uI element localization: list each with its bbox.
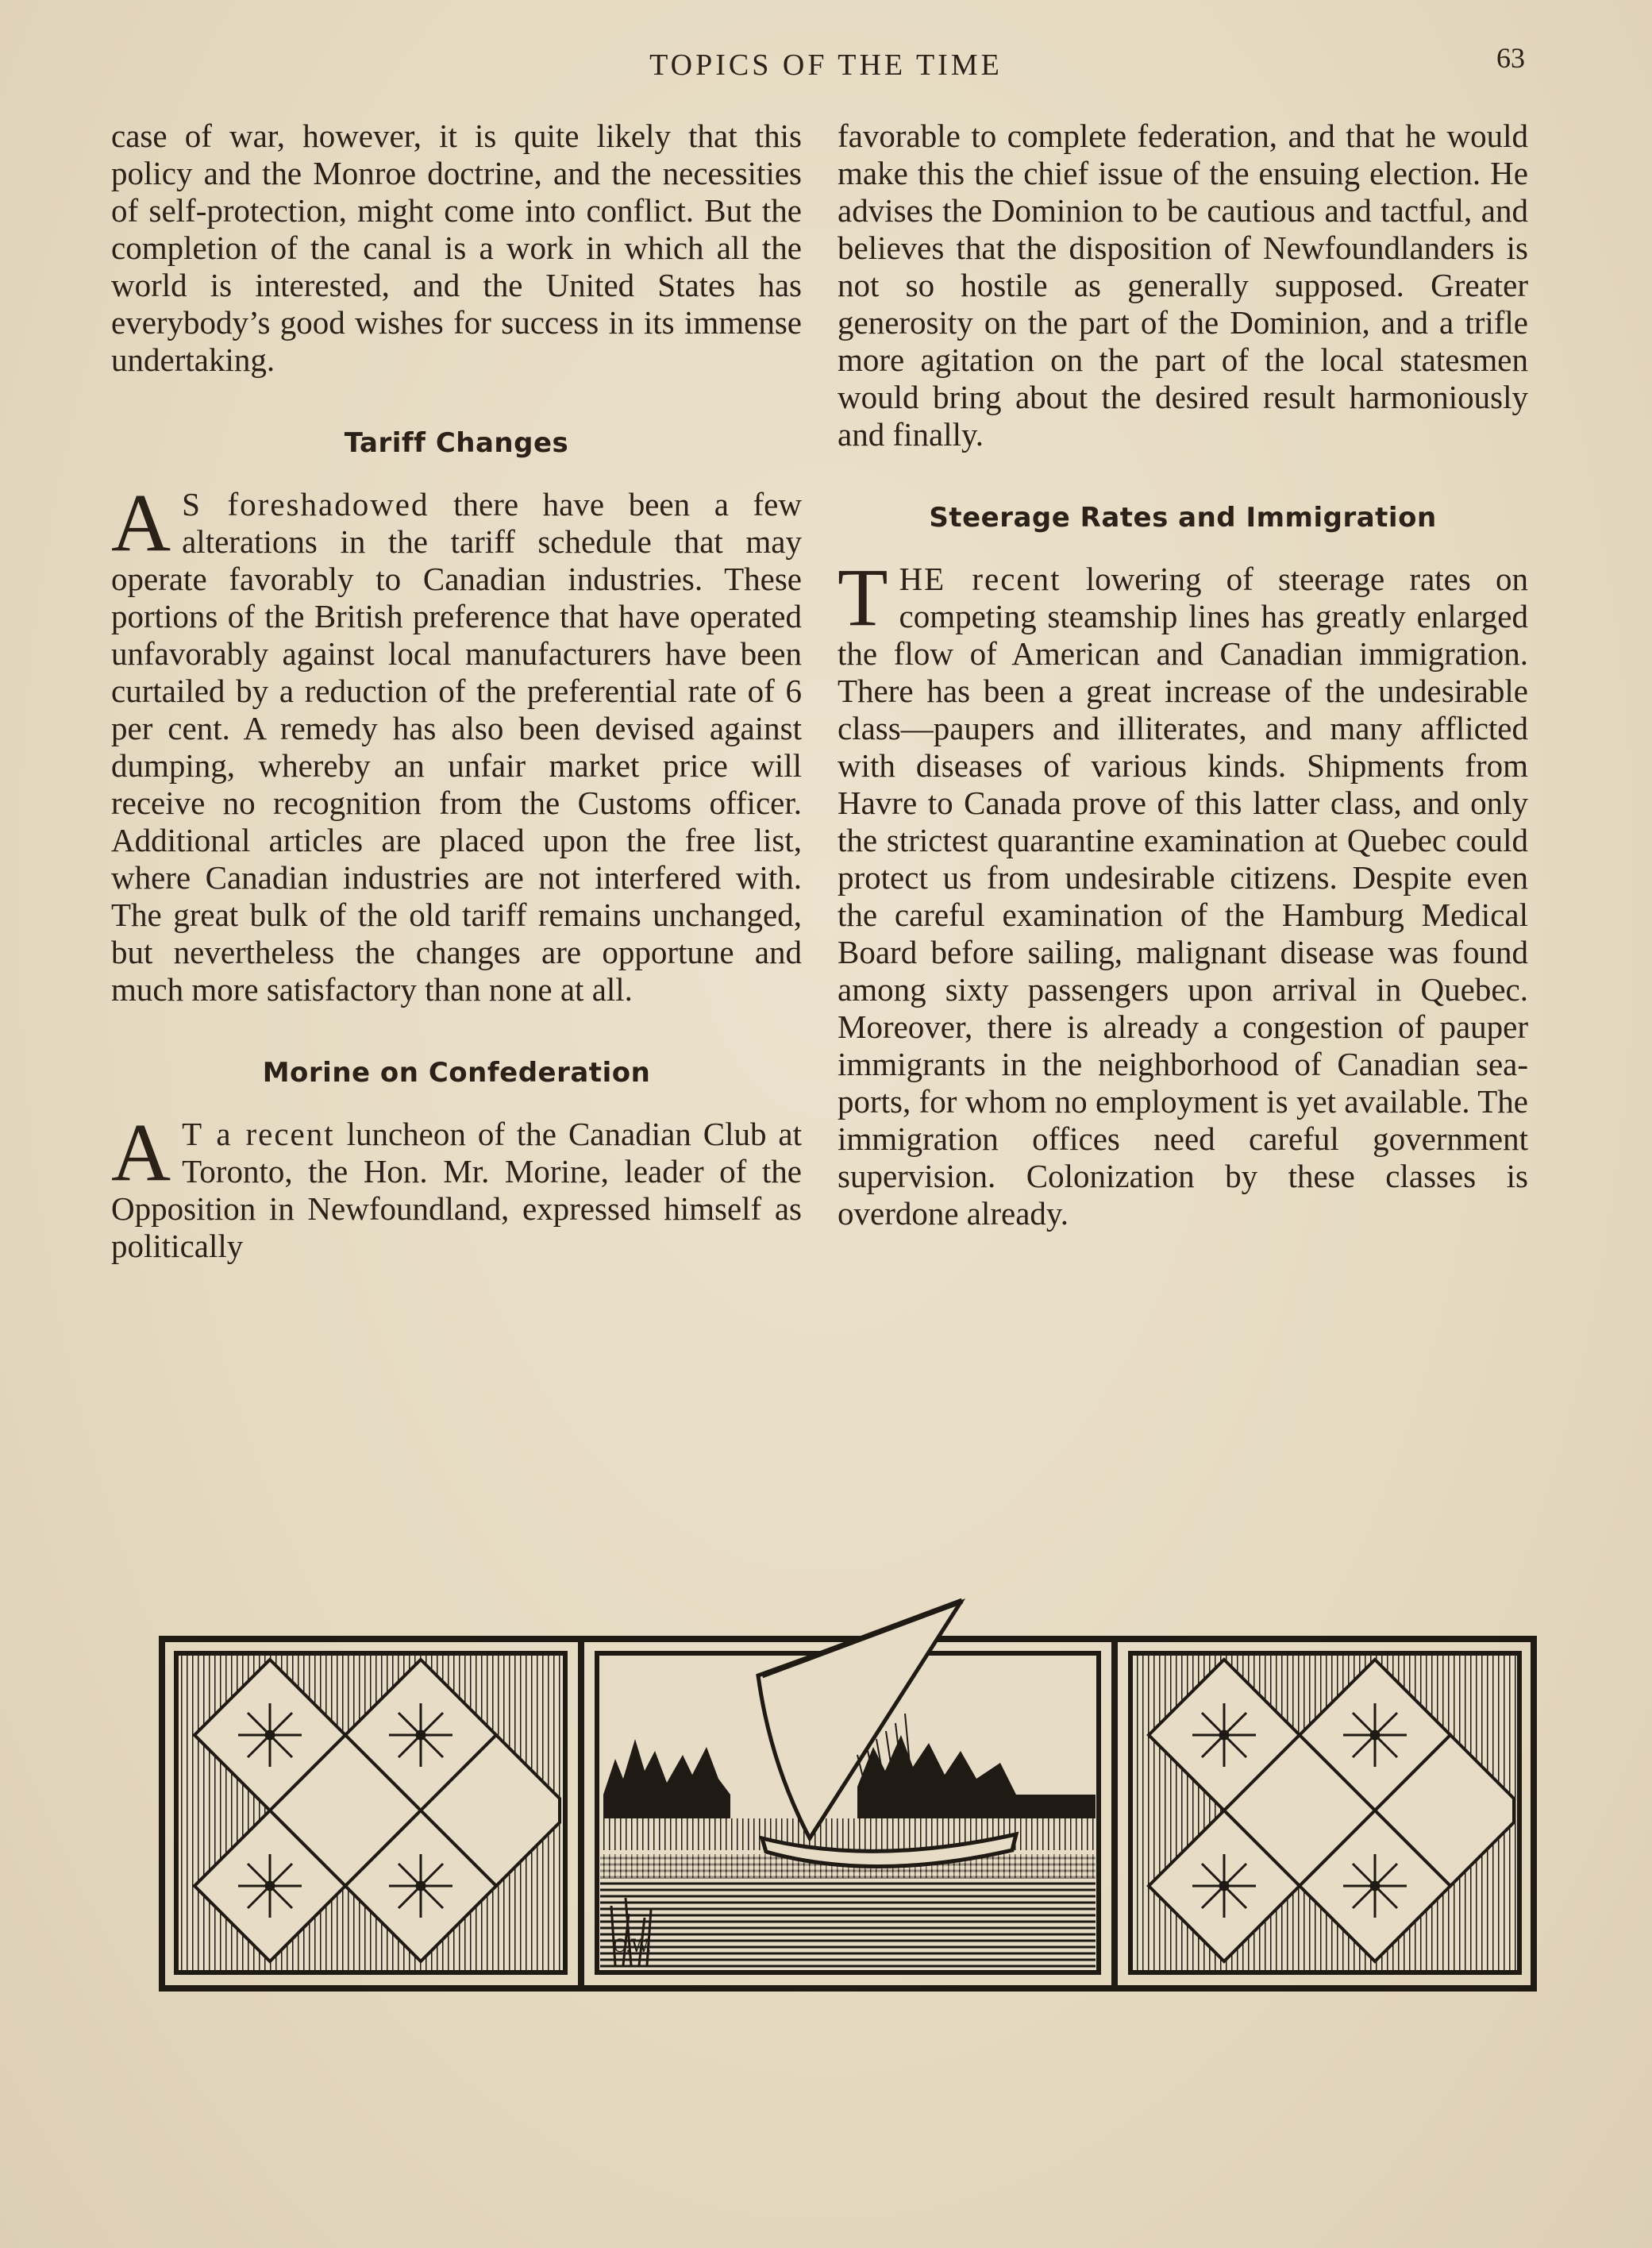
paragraph-body: there have been a few alterations in the tariff schedule that may operate favorably to Canadian industries. These portions of the British preference that have operated unfavorably against local manufacturers have been curtailed by a reduction of the preferential rate of 6 per cent. A remedy has also been devised against dumping, whereby an unfair market price will receive no recognition from the Customs officer. Additional articles are placed upon the free list, where Canadian industries are not interfered with. The great bulk of the old tariff remains unchanged, but nevertheless the changes are opportune and much more satisfactory than none at all.: [111, 486, 802, 1008]
diamond-panel-left: [176, 1653, 565, 1972]
lead-in: HE recent: [899, 561, 1061, 597]
drop-cap: A: [111, 477, 171, 569]
lead-in: T a recent: [182, 1116, 335, 1152]
steerage-paragraph: [838, 552, 1528, 1232]
tariff-paragraph: [111, 477, 802, 1008]
lead-in: S foreshadowed: [182, 486, 429, 522]
section-heading-steerage: Steerage Rates and Immigration: [929, 502, 1437, 534]
section-heading-tariff: Tariff Changes: [344, 427, 569, 459]
section-heading-morine: Morine on Confederation: [262, 1057, 651, 1089]
diamond-panel-right: [1130, 1653, 1519, 1972]
drop-cap: T: [838, 552, 888, 643]
right-column: [838, 118, 1528, 1232]
artist-signature: C.W.: [613, 1937, 652, 1957]
paragraph-body: lowering of steerage rates on competing steamship lines has greatly enlarged the flow of American and Canadian immigration. There has been a great increase of the undesirable class—paupers and illiterates, and many afflicted with diseases of various kinds. Shipments from Havre to Canada prove of this latter class, and only the strictest quarantine examination at Quebec could protect us from undesirable citizens. Despite even the careful examination of the Hamburg Medical Board before sailing, malignant disease was found among sixty passengers upon arrival in Quebec. Moreover, there is already a congestion of pauper immigrants in the neighborhood of Canadian sea-ports, for whom no employment is yet available. The immigration offices need careful government supervision. Colonization by these classes is overdone already.: [838, 561, 1528, 1232]
canoe-landscape-vignette: [597, 1601, 1099, 1972]
morine-paragraph: [111, 1107, 802, 1265]
decorative-tailpiece: [159, 1556, 1540, 2001]
drop-cap: A: [111, 1107, 171, 1198]
page-number: 63: [1496, 42, 1525, 74]
running-title: TOPICS OF THE TIME: [649, 48, 1003, 82]
left-column: [111, 118, 802, 1265]
continued-paragraph: case of war, however, it is quite likely that this policy and the Monroe doctrine, and the necessities of self-protection, might come into conflict. But the completion of the canal is a work in which all the world is interested, and the United States has everybody’s good wishes for success in its immense undertaking.: [111, 118, 802, 378]
continued-paragraph: favorable to complete federation, and that he would make this the chief issue of the ensuing election. He advises the Dominion to be cautious and tactful, and believes that the disposition of Newfoundlanders is not so hostile as generally supposed. Greater generosity on the part of the Dominion, and a trifle more agitation on the part of the local statesmen would bring about the desired result harmoniously and finally.: [838, 118, 1528, 453]
paragraph-body: luncheon of the Canadian Club at Toronto, the Hon. Mr. Morine, leader of the Opposition in Newfoundland, expressed himself as politically: [111, 1116, 802, 1264]
